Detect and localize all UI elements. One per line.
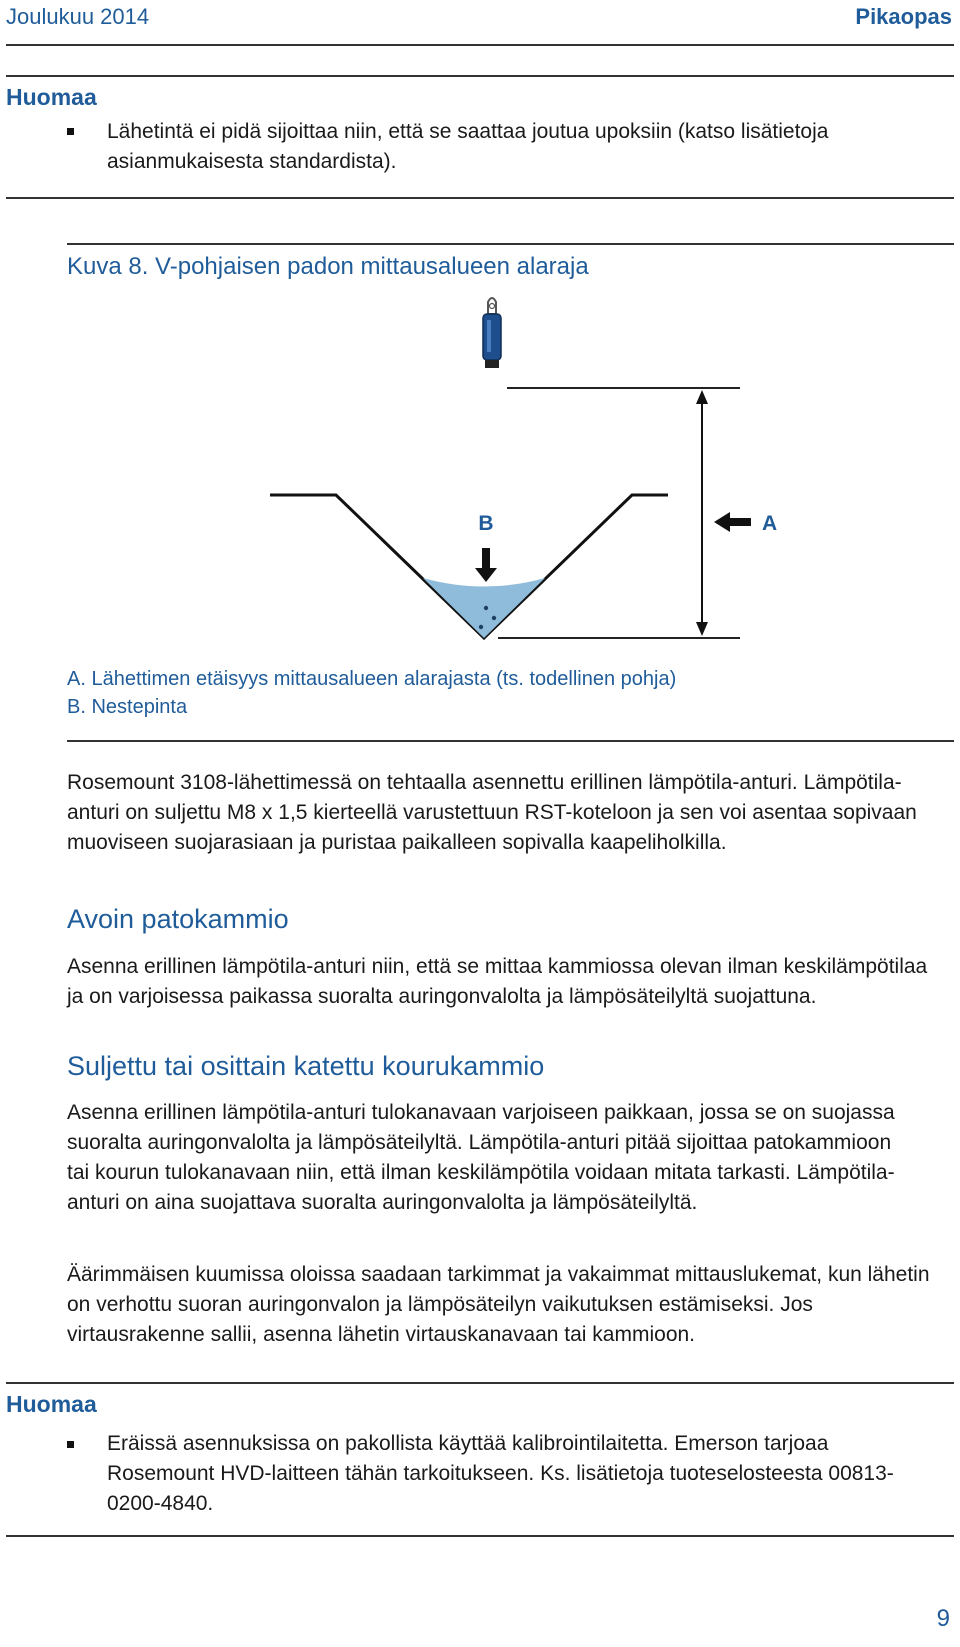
header-doc-type: Pikaopas — [855, 4, 952, 29]
arrow-down-icon — [475, 548, 497, 582]
transmitter-icon — [483, 298, 501, 368]
note2-top-rule — [6, 1382, 954, 1384]
note1-top-rule — [6, 75, 954, 77]
section2-text1: Asenna erillinen lämpötila-anturi tulokanavaan varjoiseen paikkaan, jossa se on suojassa suoralta auringonvalolta ja lämpösäteilyltä. Lämpötila-anturi pitää sijoittaa patokammioon tai kourun tulokanavaan niin, että ilman keskilämpötila voidaan mitata tarkasti. Lämpötila-anturi on aina suojattava suoralta auringonvalolta ja lämpösäteilyltä. — [67, 1101, 895, 1214]
section-heading-closed-flume: Suljettu tai osittain katettu kourukammio — [67, 1051, 545, 1081]
note2-bottom-rule — [6, 1535, 954, 1537]
section1-text: Asenna erillinen lämpötila-anturi niin, että se mittaa kammiossa olevan ilman keskilämpötilaa ja on varjoisessa paikassa suoralta auringonvalolta ja lämpösäteilyltä suojattuna. — [67, 955, 928, 1008]
section-heading-open-weir: Avoin patokammio — [67, 904, 289, 934]
v-notch-weir-diagram — [0, 290, 960, 650]
note1-bottom-rule — [6, 197, 954, 199]
header-divider — [6, 44, 954, 46]
figure-top-rule — [67, 243, 954, 245]
label-b: B — [478, 512, 494, 535]
note1-bullet-icon — [67, 128, 74, 135]
dimension-arrow-icon — [696, 390, 708, 636]
label-a: A — [762, 512, 778, 535]
figure-title: Kuva 8. V-pohjaisen padon mittausalueen alaraja — [67, 253, 589, 280]
note1-text: Lähetintä ei pidä sijoittaa niin, että se saattaa joutua upoksiin (katso lisätietoja asianmukaisesta standardista). — [107, 120, 829, 173]
note2-bullet-icon — [67, 1441, 74, 1448]
intro-paragraph: Rosemount 3108-lähettimessä on tehtaalla asennettu erillinen lämpötila-anturi. Lämpötila-anturi on suljettu M8 x 1,5 kierteellä varustettuun RST-koteloon ja sen voi asentaa sopivaan muoviseen suojarasiaan ja puristaa paikalleen sopivalla kaapeliholkilla. — [67, 771, 917, 854]
page-number: 9 — [936, 1605, 950, 1632]
note1-title: Huomaa — [6, 84, 97, 110]
header-date: Joulukuu 2014 — [6, 4, 150, 29]
figure-caption-a: A. Lähettimen etäisyys mittausalueen alarajasta (ts. todellinen pohja) — [67, 668, 677, 690]
arrow-left-icon — [714, 512, 751, 532]
figure-bottom-rule — [67, 740, 954, 742]
figure-caption-b: B. Nestepinta — [67, 696, 188, 718]
note2-title: Huomaa — [6, 1391, 97, 1417]
section2-text2: Äärimmäisen kuumissa oloissa saadaan tarkimmat ja vakaimmat mittauslukemat, kun lähetin on verhottu suoran auringonvalon ja lämpösäteilyn vaikutuksen estämiseksi. Jos virtausrakenne sallii, asenna lähetin virtauskanavaan tai kammioon. — [67, 1263, 930, 1346]
note2-text: Eräissä asennuksissa on pakollista käyttää kalibrointilaitetta. Emerson tarjoaa Rosemount HVD-laitteen tähän tarkoitukseen. Ks. lisätietoja tuoteselosteesta 00813-0200-4840. — [107, 1432, 894, 1515]
